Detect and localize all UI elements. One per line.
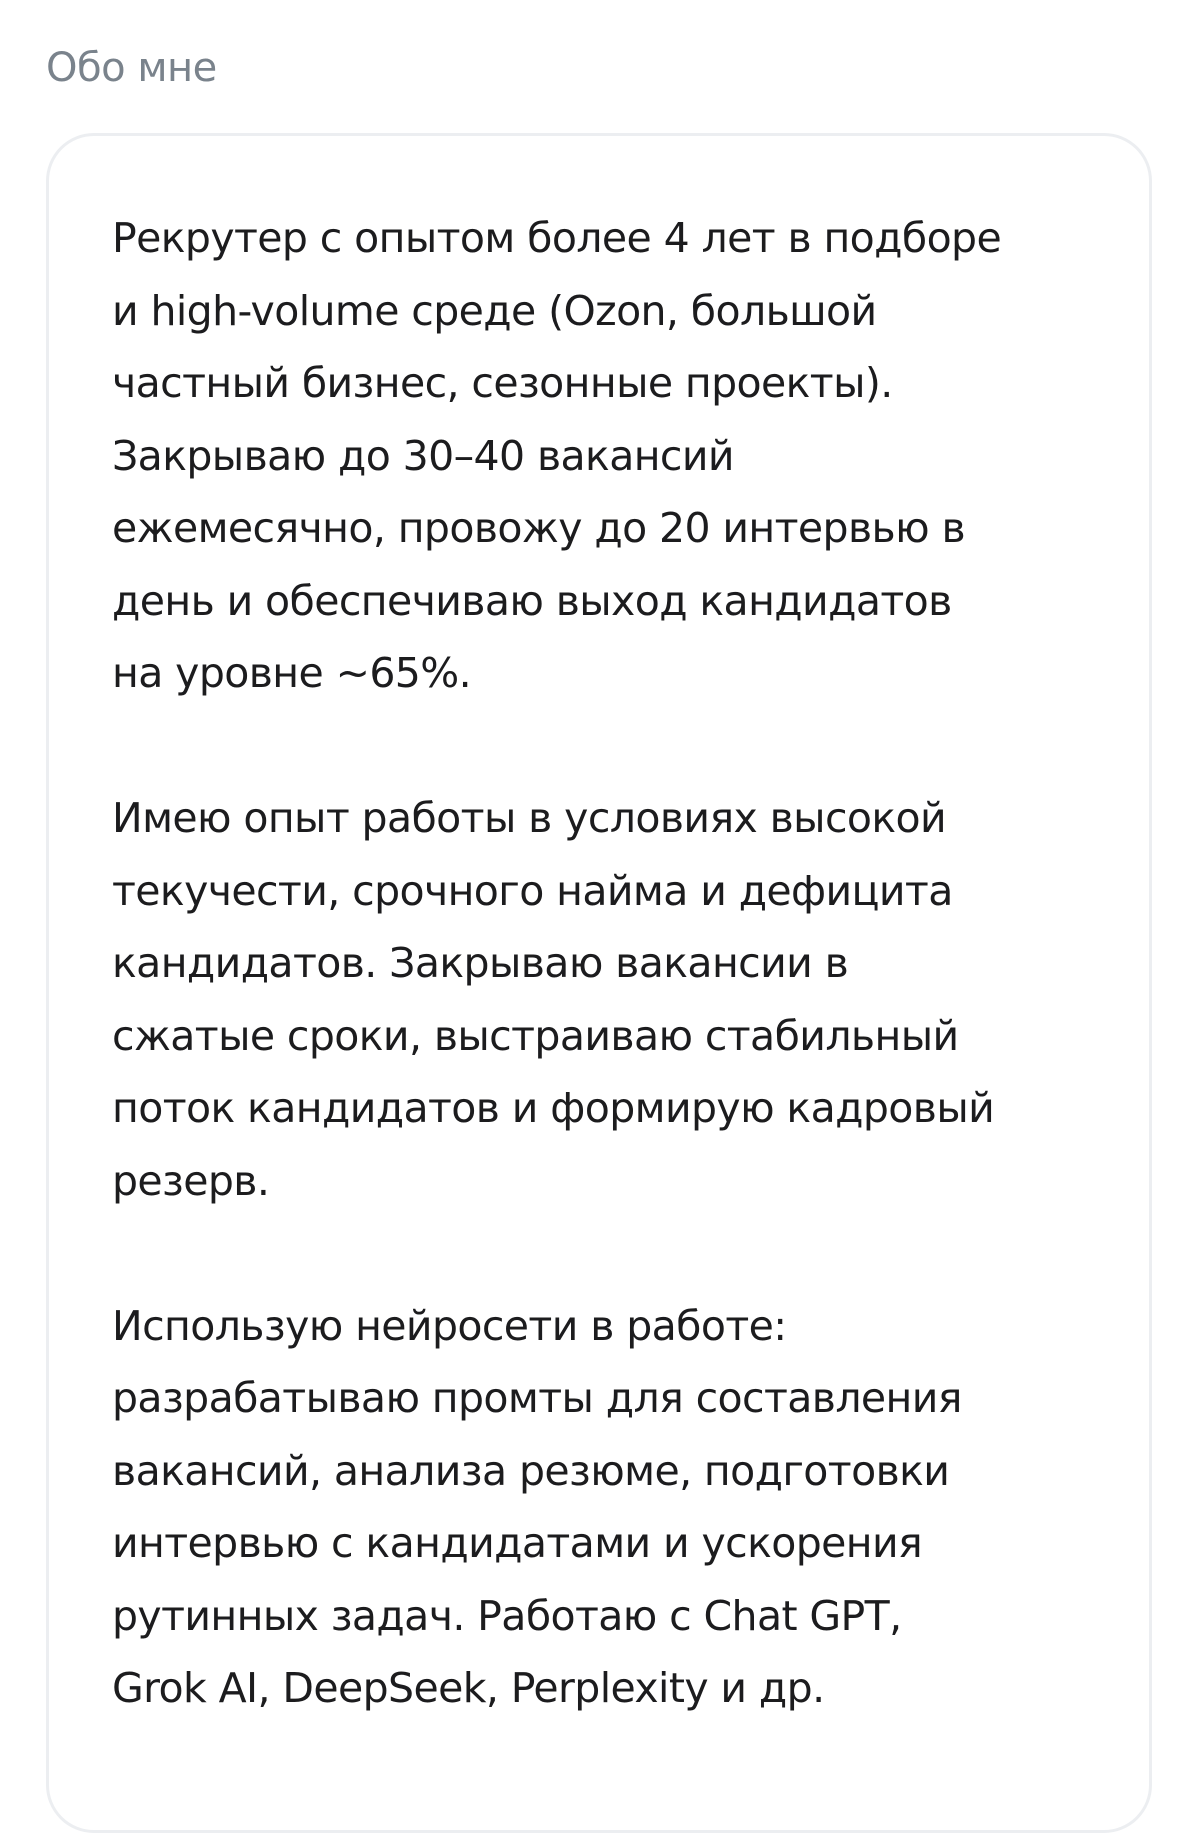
text-line: и high-volume среде (Ozon, большой bbox=[112, 286, 877, 335]
text-line: ежемесячно, провожу до 20 интервью в bbox=[112, 504, 966, 552]
text-line: поток кандидатов и формирую кадровый bbox=[112, 1084, 995, 1132]
paragraph-gap bbox=[112, 710, 1092, 783]
text-line: сжатые сроки, выстраиваю стабильный bbox=[112, 1011, 959, 1060]
text-line: резерв. bbox=[112, 1156, 270, 1205]
paragraph-gap bbox=[112, 1217, 1092, 1290]
about-paragraph-2 bbox=[112, 782, 1092, 1217]
about-paragraph-1 bbox=[112, 202, 1092, 710]
text-line: текучести, срочного найма и дефицита bbox=[112, 866, 953, 915]
about-text bbox=[112, 202, 1092, 1725]
text-line: интервью с кандидатами и ускорения bbox=[112, 1519, 923, 1567]
text-line: рутинных задач. Работаю с Chat GPT, bbox=[112, 1591, 902, 1640]
about-paragraph-3 bbox=[112, 1290, 1092, 1725]
text-line: Использую нейросети в работе: bbox=[112, 1301, 787, 1350]
text-line: Закрываю до 30–40 вакансий bbox=[112, 431, 734, 480]
text-line: частный бизнес, сезонные проекты). bbox=[112, 359, 893, 407]
text-line: Рекрутер с опытом более 4 лет в подборе bbox=[112, 214, 1002, 262]
text-line: Имею опыт работы в условиях высокой bbox=[112, 794, 947, 842]
text-line: вакансий, анализа резюме, подготовки bbox=[112, 1446, 950, 1495]
section-title: Обо мне bbox=[46, 45, 217, 91]
text-line: на уровне ~65%. bbox=[112, 649, 472, 697]
text-line: Grok AI, DeepSeek, Perplexity и др. bbox=[112, 1664, 825, 1712]
text-line: разрабатываю промты для составления bbox=[112, 1374, 962, 1422]
text-line: день и обеспечиваю выход кандидатов bbox=[112, 576, 952, 625]
text-line: кандидатов. Закрываю вакансии в bbox=[112, 939, 849, 987]
